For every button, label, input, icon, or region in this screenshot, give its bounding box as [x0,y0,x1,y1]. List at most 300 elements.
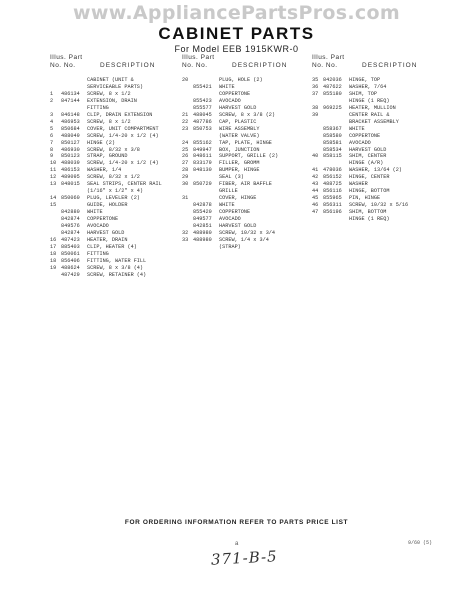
part-row [182,209,307,216]
illus-number [182,91,193,98]
part-description: HARVEST GOLD [219,104,257,111]
part-description: HINGE, TOP [349,77,381,83]
part-description: (WATER VALVE) [219,132,260,139]
part-number: 478036 [323,167,342,174]
illus-number: 10 [50,160,57,167]
part-description: COVER, HINGE [219,195,257,202]
part-description: SCREW, 8 x 1/2 [87,118,131,125]
part-row [182,112,307,119]
part-description: WASHER, 13/64 (2) [349,167,402,174]
part-description: AVOCADO [219,216,241,223]
illus-number [50,77,61,84]
part-description: COPPERTONE [219,90,251,97]
part-row [50,167,175,174]
part-row [50,153,175,160]
part-row [50,174,175,181]
part-row [312,133,437,140]
part-number: 858580 [323,132,342,139]
illus-number: 8 [50,146,54,153]
part-number: 488980 [193,236,212,243]
illus-number [182,188,193,195]
part-number: 849577 [193,216,212,223]
part-description: WASHER, 7/64 [349,83,387,90]
part-description: PIN, HINGE [349,195,381,202]
illus-number: 44 [312,188,319,195]
part-row [312,91,437,98]
illus-number: 14 [50,195,57,202]
part-row [50,209,175,216]
part-number: 848611 [193,153,212,160]
illus-number: 16 [50,236,57,243]
part-number: 488725 [323,181,342,188]
page-mark: a [235,541,239,547]
part-number [61,105,87,112]
part-number: 487786 [193,118,212,125]
part-number: 487622 [323,83,342,90]
illus-number: 25 [182,146,189,153]
part-description: SCREW, 10/32 x 5/16 [349,202,409,209]
illus-number [182,244,193,251]
part-row [50,147,175,154]
part-number: 849576 [61,223,80,230]
illus-number: 43 [312,181,319,188]
part-number: 848015 [61,181,80,188]
part-row [50,84,175,91]
part-description: SCREW, 1/4-20 x 1/2 (4) [87,132,159,139]
part-row [312,160,437,167]
illus-number [50,216,61,223]
part-number: 833179 [193,160,212,167]
part-description: WHITE [349,125,365,132]
part-description: HINGE (2) [87,139,116,146]
illus-number: 39 [312,111,319,118]
part-row [312,181,437,188]
illus-number [182,98,193,105]
header-no-no: No. No. [182,62,208,69]
header-illus-part: Illus. Part [182,54,215,61]
part-row [50,181,175,188]
part-row [182,195,307,202]
part-number: 486153 [61,167,80,174]
illus-number: 27 [182,160,189,167]
illus-number: 41 [312,167,319,174]
illus-number: 24 [182,139,189,146]
illus-number: 42 [312,174,319,181]
handwritten-note: 371-B-5 [210,547,279,569]
part-number [193,188,219,195]
part-number: 858115 [323,153,342,160]
part-number: 858581 [323,139,342,146]
part-number: 969225 [323,104,342,111]
column-header [182,55,307,77]
part-row [312,174,437,181]
part-description: AVOCADO [219,97,241,104]
part-row [50,258,175,265]
part-row [182,126,307,133]
part-description: PLUG, LEVELER (2) [87,195,140,202]
part-row [312,119,437,126]
part-description: FITTING [87,250,109,257]
part-number: 847144 [61,97,80,104]
part-row [50,105,175,112]
part-description: CABINET (UNIT & [87,77,134,83]
part-row [50,230,175,237]
part-number: 849947 [193,146,212,153]
part-number: 842036 [323,77,342,83]
part-description: FIBER, AIR BAFFLE [219,181,272,188]
part-number: 855577 [193,104,212,111]
header-description: DESCRIPTION [232,62,288,69]
part-row [312,140,437,147]
illus-number: 36 [312,83,319,90]
part-description: AVOCADO [87,223,109,230]
part-number [323,119,349,126]
illus-number: 3 [50,111,54,118]
illus-number: 11 [50,167,57,174]
part-row [182,188,307,195]
part-row [312,105,437,112]
part-description: PLUG, HOLE (2) [219,77,263,83]
part-number: 855420 [193,209,212,216]
part-number [193,91,219,98]
part-row [182,84,307,91]
part-description: SCREW, RETAINER (4) [87,271,147,278]
page-subtitle: For Model EEB 1915KWR-0 [174,44,299,54]
part-row [50,272,175,279]
part-row [50,216,175,223]
part-description: GUIDE, HOLDER [87,202,128,209]
watermark: www.AppliancePartsPros.com [73,2,400,24]
illus-number: 18 [50,250,57,257]
part-description: HINGE (1 REQ) [349,216,390,223]
illus-number [182,216,193,223]
part-description: (1/16" x 1/2" x 4) [87,188,144,195]
part-number [193,244,219,251]
part-row [50,133,175,140]
part-row [182,119,307,126]
part-description: CENTER RAIL & [349,111,390,118]
part-description: HINGE, CENTER [349,174,390,181]
part-row [312,167,437,174]
part-description: COPPERTONE [349,132,381,139]
part-row [312,195,437,202]
part-number: 487423 [61,236,80,243]
part-description: HARVEST GOLD [87,229,125,236]
part-number: 488045 [193,111,212,118]
illus-number [312,133,323,140]
illus-number: 29 [182,174,189,181]
part-number: 488039 [61,160,80,167]
part-number: 842874 [61,229,80,236]
header-no-no: No. No. [312,62,338,69]
illus-number [182,209,193,216]
part-row [50,119,175,126]
part-description: WHITE [219,202,235,209]
part-number: 488049 [61,132,80,139]
part-number: 486930 [61,146,80,153]
illus-number [182,133,193,140]
part-row [50,112,175,119]
part-number [323,216,349,223]
part-description: COPPERTONE [87,216,119,223]
part-description: SHIM, CENTER [349,153,387,160]
part-row [50,91,175,98]
part-description: WHITE [87,209,103,216]
part-row [50,223,175,230]
header-no-no: No. No. [50,62,76,69]
part-description: CAP, PLASTIC [219,118,257,125]
header-description: DESCRIPTION [362,62,418,69]
part-description: WASHER, 1/4 [87,167,122,174]
part-description: SCREW, 1/4 x 3/4 [219,236,269,243]
part-number [61,77,87,84]
part-description: BUMPER, HINGE [219,167,260,174]
document-code: 9/60 (5) [408,540,433,546]
part-number: 842878 [193,202,212,209]
column-header [312,55,437,77]
illus-number: 13 [50,181,57,188]
part-number: 856311 [323,202,342,209]
illus-number: 40 [312,153,319,160]
illus-number: 12 [50,174,57,181]
part-number: 848130 [193,167,212,174]
part-number [193,195,219,202]
part-number: 856116 [323,188,342,195]
part-description: SCREW, 8 x 3/8 (2) [219,111,276,118]
part-number: 856196 [323,209,342,216]
part-description: COVER, UNIT COMPARTMENT [87,125,159,132]
part-description: HINGE (1 REQ) [349,97,390,104]
part-row [50,265,175,272]
part-number [61,188,87,195]
illus-number [312,160,323,167]
part-row [50,98,175,105]
illus-number [312,126,323,133]
part-row [182,174,307,181]
part-number: 850684 [61,125,80,132]
part-number: 858534 [323,146,342,153]
illus-number: 23 [182,125,189,132]
part-description: SHIM, TOP [349,90,378,97]
part-row [50,160,175,167]
part-description: WHITE [219,83,235,90]
part-row [50,126,175,133]
illus-number [312,119,323,126]
illus-number [312,98,323,105]
illus-number: 45 [312,195,319,202]
part-description: SCREW, 8 x 1/2 [87,90,131,97]
part-description: FITTING [87,104,109,111]
part-description: GRILLE [219,188,238,195]
part-row [312,126,437,133]
part-number: 842874 [61,216,80,223]
part-number: 850729 [193,181,212,188]
part-row [50,188,175,195]
part-number: 488980 [193,229,212,236]
part-number: 855162 [193,139,212,146]
part-row [50,202,175,209]
part-row [182,133,307,140]
part-row [50,140,175,147]
illus-number: 15 [50,202,57,209]
part-row [182,77,307,84]
part-description: COPPERTONE [219,209,251,216]
part-description: HINGE, BOTTOM [349,188,390,195]
part-number [193,174,219,181]
header-illus-part: Illus. Part [50,54,83,61]
illus-number: 21 [182,111,189,118]
parts-column-2 [182,55,307,251]
part-row [182,244,307,251]
part-description: SCREW, 8 x 3/8 (4) [87,264,144,271]
illus-number: 9 [50,153,54,160]
part-row [182,147,307,154]
part-description: SCREW, 10/32 x 3/4 [219,229,276,236]
part-number: 846148 [61,111,80,118]
part-row [182,223,307,230]
part-row [182,140,307,147]
part-description: HEATER, MULLION [349,104,396,111]
part-number: 885403 [61,243,80,250]
illus-number: 47 [312,209,319,216]
illus-number: 30 [182,181,189,188]
part-description: SCREW, 1/4-20 x 1/2 (4) [87,160,159,167]
illus-number: 19 [50,264,57,271]
part-description: SERVICEABLE PARTS) [87,83,144,90]
illus-number: 28 [182,167,189,174]
part-number: 855180 [323,90,342,97]
part-number [323,112,349,119]
illus-number [50,272,61,279]
part-row [182,98,307,105]
part-number [61,84,87,91]
part-row [182,105,307,112]
parts-column-1 [50,55,175,279]
illus-number [312,140,323,147]
part-row [182,91,307,98]
part-description: SCREW, 8/32 x 1/2 [87,174,140,181]
part-row [50,244,175,251]
part-description: BRACKET ASSEMBLY [349,118,399,125]
illus-number: 38 [312,104,319,111]
part-description: SEAL (3) [219,174,244,181]
part-description: EXTENSION, DRAIN [87,97,137,104]
part-row [50,195,175,202]
illus-number [50,105,61,112]
illus-number: 33 [182,236,189,243]
part-row [182,202,307,209]
part-description: AVOCADO [349,139,371,146]
illus-number: 2 [50,97,54,104]
illus-number: 31 [182,195,189,202]
part-description: HARVEST GOLD [349,146,387,153]
illus-number [50,223,61,230]
column-header [50,55,175,77]
part-row [312,147,437,154]
part-row [312,84,437,91]
illus-number [50,188,61,195]
part-number: 850127 [61,139,80,146]
part-description: WIRE ASSEMBLY [219,125,260,132]
part-description: FILLER, GROMM [219,160,260,167]
illus-number: 37 [312,90,319,97]
part-description: (STRAP) [219,243,241,250]
ordering-footer: FOR ORDERING INFORMATION REFER TO PARTS PRICE LIST [124,519,349,526]
illus-number [182,223,193,230]
header-illus-part: Illus. Part [312,54,345,61]
part-number: 850061 [61,250,80,257]
part-number: 850753 [193,125,212,132]
part-description: HARVEST GOLD [219,223,257,230]
part-number: 855421 [193,83,212,90]
illus-number [50,84,61,91]
part-number: 855423 [193,97,212,104]
part-number: 842880 [61,209,80,216]
illus-number: 17 [50,243,57,250]
illus-number [182,105,193,112]
illus-number: 6 [50,132,54,139]
part-number: 486134 [61,90,80,97]
illus-number [312,147,323,154]
page-title: CABINET PARTS [158,24,315,43]
part-row [50,77,175,84]
header-description: DESCRIPTION [100,62,156,69]
part-number: 850060 [61,195,80,202]
part-row [182,230,307,237]
illus-number [50,209,61,216]
parts-column-3 [312,55,437,223]
illus-number: 32 [182,229,189,236]
part-number: 489095 [61,174,80,181]
part-description: WASHER [349,181,368,188]
part-row [182,160,307,167]
illus-number [182,202,193,209]
part-description: CLIP, HEATER (4) [87,243,137,250]
part-description: STRAP, GROUND [87,153,128,160]
part-description: BOX, JUNCTION [219,146,260,153]
illus-number: 20 [182,77,189,83]
part-row [182,216,307,223]
part-description: CLIP, DRAIN EXTENSION [87,111,153,118]
part-row [50,237,175,244]
part-row [312,98,437,105]
part-description: SEAL STRIPS, CENTER RAIL [87,181,162,188]
illus-number [182,84,193,91]
part-number: 856406 [61,257,80,264]
part-row [312,188,437,195]
illus-number [50,230,61,237]
part-row [312,153,437,160]
part-number: 488624 [61,264,80,271]
part-row [312,77,437,84]
part-row [312,216,437,223]
illus-number: 35 [312,77,319,83]
illus-number: 1 [50,90,54,97]
part-number [323,98,349,105]
part-description: FITTING, WATER FILL [87,257,147,264]
illus-number: 4 [50,118,54,125]
part-description: TAP, PLATE, HINGE [219,139,272,146]
part-number: 858367 [323,125,342,132]
part-number: 850123 [61,153,80,160]
illus-number: 18 [50,257,57,264]
part-number: 842851 [193,223,212,230]
part-row [182,167,307,174]
part-row [312,209,437,216]
part-number [61,202,87,209]
illus-number: 5 [50,125,54,132]
part-row [50,251,175,258]
